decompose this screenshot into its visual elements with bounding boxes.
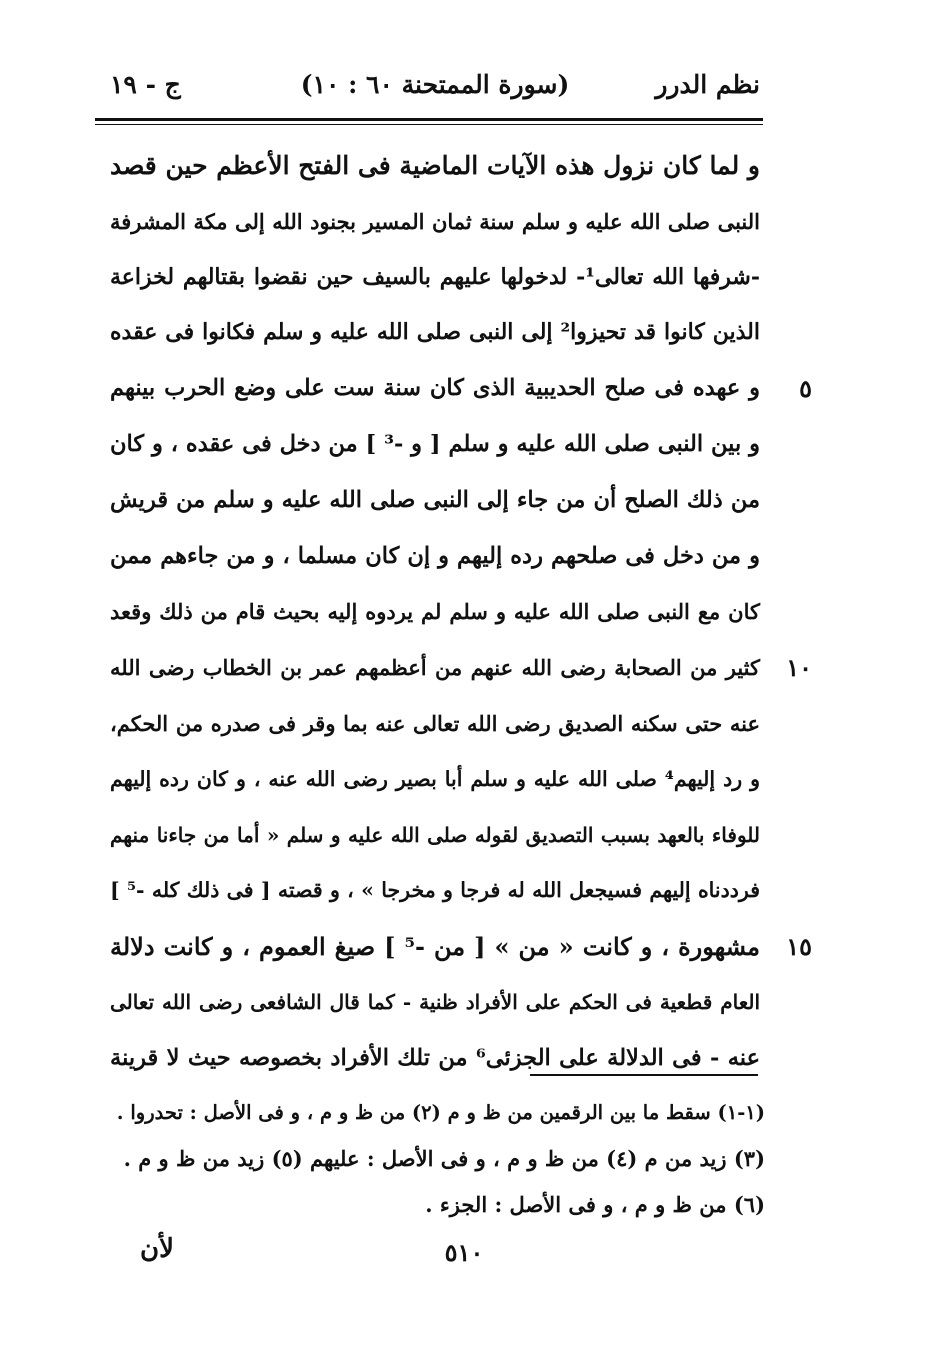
text-line: من ذلك الصلح أن من جاء إلى النبى صلى الله عليه و سلم من قريش <box>110 486 760 513</box>
text-line: كثير من الصحابة رضى الله عنهم من أعظمهم عمر بن الخطاب رضى الله ١٠ <box>110 640 760 696</box>
footnote: (١-١) سقط ما بين الرقمين من ظ و م (٢) من ظ و م ، و فى الأصل : تحدروا . <box>116 1101 765 1124</box>
text-line: عنه حتى سكنه الصديق رضى الله تعالى عنه بما وقر فى صدره من الحكم، <box>110 710 760 736</box>
sura-reference: (سورة الممتحنة ٦٠ : ١٠) <box>300 70 570 99</box>
text-line: و لما كان نزول هذه الآيات الماضية فى الفتح الأعظم حين قصد <box>110 151 760 180</box>
book-title: نظم الدرر <box>655 70 760 99</box>
text-line: عنه - فى الدلالة على الجزئى⁶ من تلك الأفراد بخصوصه حيث لا قرينة <box>110 1044 760 1071</box>
text-line: النبى صلى الله عليه و سلم سنة ثمان المسير بجنود الله إلى مكة المشرفة <box>110 208 760 234</box>
catchword: لأن <box>140 1234 174 1264</box>
text-line: -شرفها الله تعالى¹- لدخولها عليهم بالسيف حين نقضوا بقتالهم لخزاعة <box>110 263 760 290</box>
text-line: و من دخل فى صلحهم رده إليهم و إن كان مسلما ، و من جاءهم ممن <box>110 542 760 569</box>
text-line: فرددناه إليهم فسيجعل الله له فرجا و مخرجا » ، و قصته [ فى ذلك كله -⁵ ] <box>110 878 760 903</box>
volume-label: ج - ١٩ <box>110 70 181 99</box>
header-rule-thin <box>95 124 763 125</box>
line-number: ٥ <box>799 374 812 404</box>
line-number: ١٥ <box>786 932 812 962</box>
footnote: (٣) زيد من م (٤) من ظ و م ، و فى الأصل : عليهم (٥) زيد من ظ و م . <box>123 1146 765 1171</box>
footnote: (٦) من ظ و م ، و فى الأصل : الجزء . <box>425 1192 765 1217</box>
footnotes <box>110 1090 765 1228</box>
text-line: كان مع النبى صلى الله عليه و سلم لم يردوه إليه بحيث قام من ذلك وقعد <box>110 599 760 625</box>
text-line: مشهورة ، و كانت « من » [ من -⁵ ] صيغ العموم ، و كانت دلالة ١٥ <box>110 919 760 975</box>
text-line: و بين النبى صلى الله عليه و سلم [ و -³ ] من دخل فى عقده ، و كان <box>110 430 760 457</box>
footnote-separator <box>530 1074 758 1076</box>
text-line: للوفاء بالعهد بسبب التصديق لقوله صلى الله عليه و سلم « أما من جاءنا منهم <box>110 822 760 847</box>
text-line: الذين كانوا قد تحيزوا² إلى النبى صلى الله عليه و سلم فكانوا فى عقده <box>110 319 760 346</box>
text-line: و رد إليهم⁴ صلى الله عليه و سلم أبا بصير رضى الله عنه ، و كان رده إليهم <box>110 766 760 791</box>
text-line: و عهده فى صلح الحديبية الذى كان سنة ست على وضع الحرب بينهم ٥ <box>110 361 760 417</box>
running-header <box>110 70 760 110</box>
main-text <box>110 138 812 1087</box>
line-number: ١٠ <box>786 653 812 683</box>
header-rule-thick <box>95 118 763 121</box>
text-line: العام قطعية فى الحكم على الأفراد ظنية - كما قال الشافعى رضى الله تعالى <box>110 989 760 1014</box>
page-number: ٥١٠ <box>444 1238 484 1267</box>
